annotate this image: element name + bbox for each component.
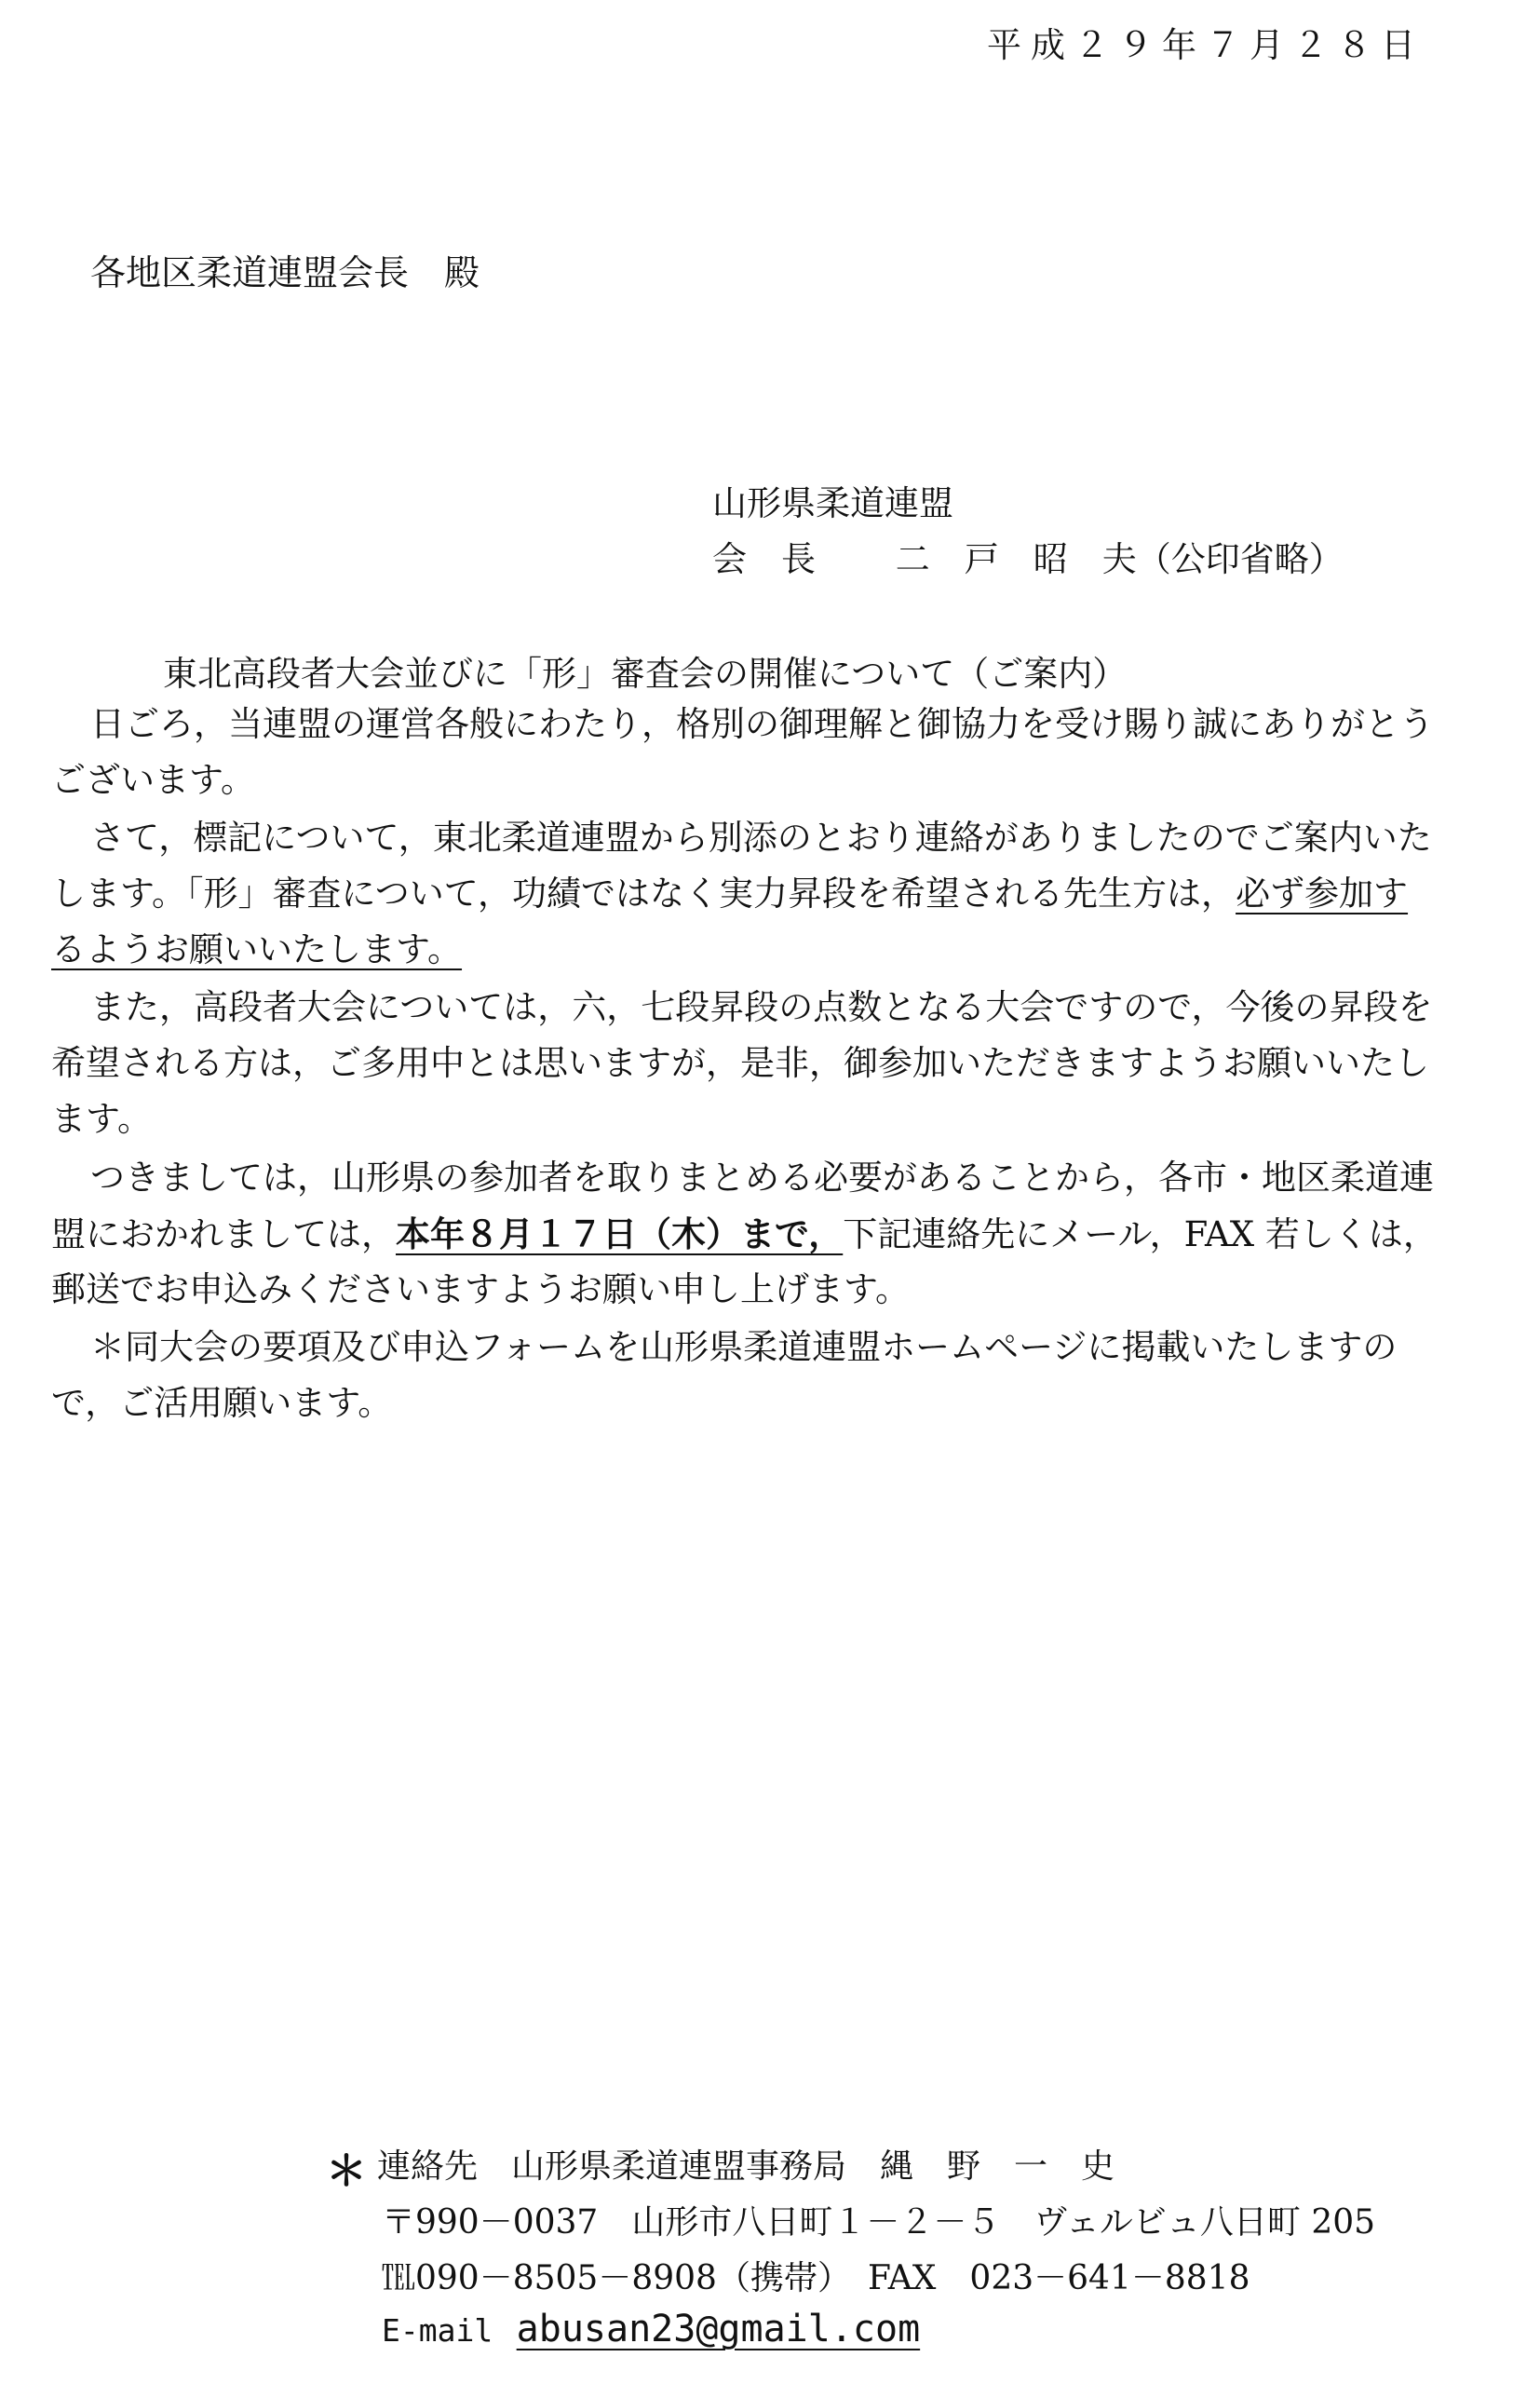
- subject-title: 東北高段者大会並びに「形」審査会の開催について（ご案内）: [163, 654, 1128, 694]
- body-line: 希望される方は，ご多用中とは思いますが，是非，御参加いただきますようお願いいたし: [51, 1043, 1429, 1083]
- body-text-span: します。「形」審査について，功績ではなく実力昇段を希望される先生方は，: [51, 874, 1236, 914]
- body-line: ます。: [51, 1099, 153, 1139]
- sender-org: 山形県柔道連盟: [712, 483, 953, 523]
- body-line: また，高段者大会については，六，七段昇段の点数となる大会ですので，今後の昇段を: [90, 987, 1433, 1027]
- addressee: 各地区柔道連盟会長 殿: [90, 252, 480, 293]
- body-line: さて，標記について，東北柔道連盟から別添のとおり連絡がありましたのでご案内いた: [90, 818, 1432, 858]
- body-line: 日ごろ，当連盟の運営各般にわたり，格別の御理解と御協力を受け賜り誠にありがとう: [90, 704, 1434, 744]
- asterisk-mark: ＊: [326, 2147, 367, 2195]
- body-text-span: 下記連絡先にメール，FAX 若しくは，: [843, 1214, 1438, 1254]
- body-line: [51, 866, 1408, 922]
- deadline-text: 本年８月１７日（木）まで，: [396, 1213, 844, 1254]
- body-line: [51, 1206, 1438, 1263]
- body-line: つきましては，山形県の参加者を取りまとめる必要があることから，各市・地区柔道連: [90, 1158, 1434, 1198]
- body-line: 郵送でお申込みくださいますようお願い申し上げます。: [51, 1269, 911, 1309]
- body-line: ございます。: [51, 760, 256, 800]
- body-line: で，ご活用願います。: [51, 1383, 393, 1423]
- body-text-span: 盟におかれましては，: [51, 1214, 396, 1254]
- email-label: E-mail: [382, 2312, 493, 2349]
- email-link[interactable]: abusan23@gmail.com: [516, 2308, 921, 2350]
- contact-line-address: 〒990－0037 山形市八日町１－２－５ ヴェルビュ八日町 205: [382, 2203, 1376, 2242]
- document-date: 平成２９年７月２８日: [987, 25, 1425, 65]
- body-line: [51, 922, 462, 978]
- sender-title: 会 長 二 戸 昭 夫（公印省略）: [712, 539, 1344, 579]
- contact-line-email: [382, 2308, 920, 2350]
- contact-line-phone: ℡090－8505－8908（携帯） FAX 023－641－8818: [382, 2259, 1250, 2297]
- body-line: ＊同大会の要項及び申込フォームを山形県柔道連盟ホームページに掲載いたしますの: [90, 1327, 1398, 1367]
- underlined-notice: るようお願いいたします。: [51, 929, 463, 969]
- contact-line-name: 連絡先 山形県柔道連盟事務局 縄 野 一 史: [377, 2147, 1115, 2186]
- underlined-notice: 必ず参加す: [1236, 874, 1409, 914]
